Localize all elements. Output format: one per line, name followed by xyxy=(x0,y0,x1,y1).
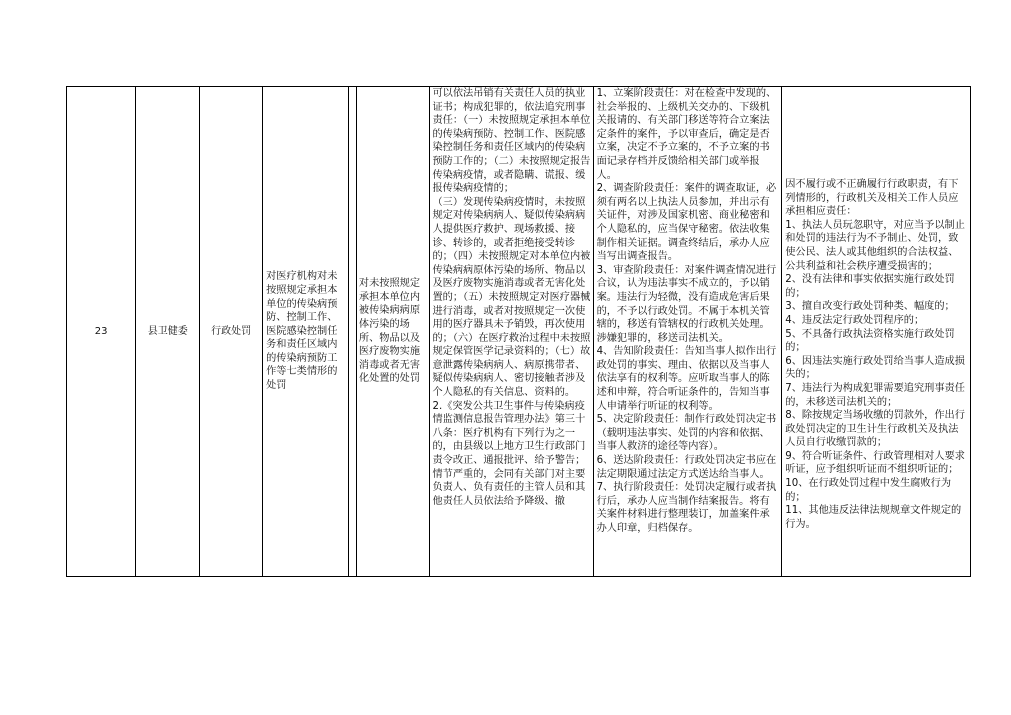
responsibility-item: 4、告知阶段责任：告知当事人拟作出行政处罚的事实、理由、依据以及当事人依法享有的权利等。应听取当事人的陈述和申辩，符合听证条件的，告知当事人申请举行听证的权利等。 xyxy=(596,346,777,412)
responsibility-item: 2、调查阶段责任：案件的调查取证，必须有两名以上执法人员参加，并出示有关证件，对涉及国家机密、商业秘密和个人隐私的，应当保守秘密。依法收集制作相关证据。调查终结后，承办人应当写出调查报告。 xyxy=(596,183,777,263)
row-number-cell xyxy=(67,87,136,577)
accountability-item: 2、没有法律和事实依据实施行政处罚的； xyxy=(785,274,955,299)
department: 县卫健委 xyxy=(147,325,188,337)
responsibility-item: 1、立案阶段责任：对在检查中发现的、社会举报的、上级机关交办的、下级机关报请的、有关部门移送等符合立案法定条件的案件，予以审查后，确定是否立案，决定不予立案的，不予立案的书面记录存档并反馈给相关部门或举报人。 xyxy=(596,88,777,181)
accountability-item: 8、除按规定当场收缴的罚款外，作出行政处罚决定的卫生计生行政机关及执法人员自行收缴罚款的； xyxy=(785,410,965,449)
legal-basis-cell xyxy=(430,87,593,577)
accountability-item: 9、符合听证条件、行政管理相对人要求听证，应予组织听证而不组织听证的； xyxy=(785,450,965,476)
spacer-cell xyxy=(349,87,356,577)
accountability-cell xyxy=(782,87,971,577)
item-content-cell xyxy=(356,87,430,577)
legal-basis-paragraph: 2.《突发公共卫生事件与传染病疫情监测信息报告管理办法》第三十八条：医疗机构有下列行为之一的，由县级以上地方卫生行政部门责令改正、通报批评、给予警告；情节严重的，会同有关部门对主要负责人、负有责任的主管人员和其他责任人员依法给予降级、撤 xyxy=(432,400,586,507)
responsibility-item: 6、送达阶段责任：行政处罚决定书应在法定期限通过法定方式送达给当事人。 xyxy=(596,455,777,480)
item-name: 对医疗机构对未按照规定承担本单位的传染病预防、控制工作、医院感染控制任务和责任区域内的传染病预防工作等七类情形的处罚 xyxy=(266,271,338,392)
accountability-item: 5、不具备行政执法资格实施行政处罚的； xyxy=(785,328,955,354)
responsibility-item: 5、决定阶段责任：制作行政处罚决定书（载明违法事实、处罚的内容和依据、当事人救济的途径等内容）。 xyxy=(596,414,777,453)
table-row xyxy=(67,87,971,577)
responsibility-cell xyxy=(593,87,782,577)
accountability-item: 3、擅自改变行政处罚种类、幅度的； xyxy=(785,301,955,313)
item-name-cell xyxy=(263,87,349,577)
power-type: 行政处罚 xyxy=(211,325,252,337)
legal-basis-paragraph: 可以依法吊销有关责任人员的执业证书；构成犯罪的，依法追究刑事责任：（一）未按照规定承担本单位的传染病预防、控制工作、医院感染控制任务和责任区域内的传染病预防工作的；（二）未按照规定报告传染病疫情，或者隐瞒、谎报、缓报传染病疫情的； xyxy=(432,88,591,195)
power-type-cell xyxy=(200,87,263,577)
accountability-item: 6、因违法实施行政处罚给当事人造成损失的； xyxy=(785,355,965,381)
legal-basis-paragraph: （三）发现传染病疫情时，未按照规定对传染病病人、疑似传染病病人提供医疗救护、现场救援、接诊、转诊的，或者拒绝接受转诊的；（四）未按照规定对本单位内被传染病病原体污染的场所、物品以及医疗废物实施消毒或者无害化处置的；（五）未按照规定对医疗器械进行消毒，或者对按照规定一次使用的医疗器具未予销毁，再次使用的；（六）在医疗救治过程中未按照规定保管医学记录资料的；（七）故意泄露传染病病人、病原携带者、疑似传染病病人、密切接触者涉及个人隐私的有关信息、资料的。 xyxy=(432,196,591,399)
department-cell xyxy=(136,87,200,577)
accountability-item: 11、其他违反法律法规规章文件规定的行为。 xyxy=(785,505,962,530)
row-number: 23 xyxy=(94,325,108,337)
accountability-item: 1、执法人员玩忽职守，对应当予以制止和处罚的违法行为不予制止、处罚，致使公民、法人或其他组织的合法权益、公共利益和社会秩序遭受损害的； xyxy=(785,219,965,272)
power-list-table xyxy=(66,86,971,577)
item-content: 对未按照规定承担本单位内被传染病病原体污染的场所、物品以及医疗废物实施消毒或者无害化处置的处罚 xyxy=(358,278,421,385)
accountability-item: 10、在行政处罚过程中发生腐败行为的； xyxy=(785,478,952,503)
responsibility-item: 7、执行阶段责任：处罚决定履行或者执行后，承办人应当制作结案报告。将有关案件材料进行整理装订，加盖案件承办人印章，归档保存。 xyxy=(596,482,777,534)
responsibility-item: 3、审查阶段责任：对案件调查情况进行合议，认为违法事实不成立的，予以销案。违法行为轻微，没有造成危害后果的，不予以行政处罚。不属于本机关管辖的，移送有管辖权的行政机关处理。涉嫌犯罪的，移送司法机关。 xyxy=(596,264,777,344)
accountability-item: 4、违反法定行政处罚程序的； xyxy=(785,314,925,326)
accountability-item: 7、违法行为构成犯罪需要追究刑事责任的，未移送司法机关的； xyxy=(785,382,965,408)
accountability-item: 因不履行或不正确履行行政职责，有下列情形的，行政机关及相关工作人员应承担相应责任： xyxy=(785,179,959,218)
